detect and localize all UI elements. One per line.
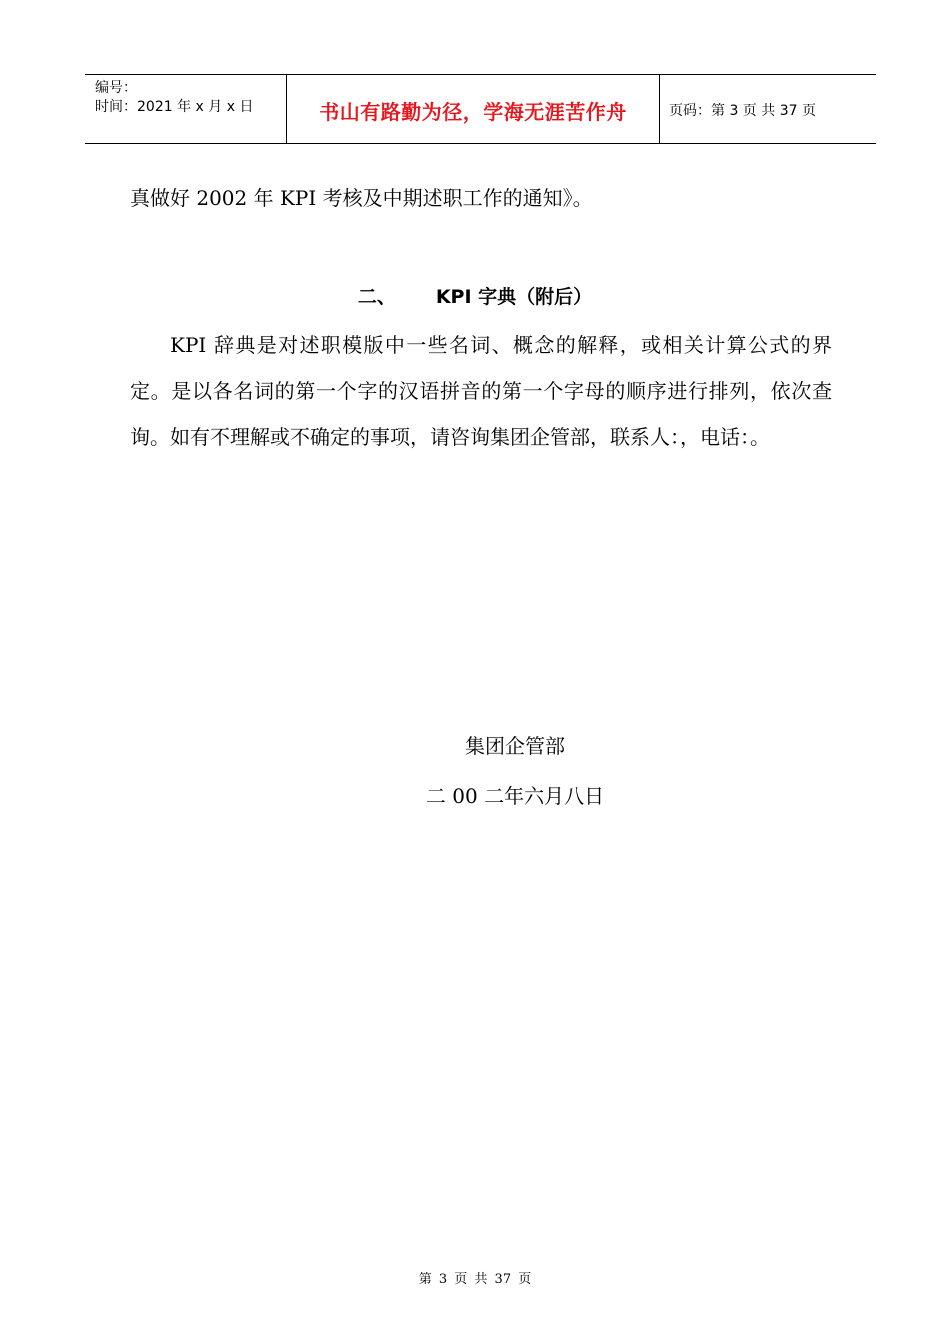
header-page-number: 页码：第 3 页 共 37 页 <box>669 103 816 119</box>
header-motto: 书山有路勤为径，学海无涯苦作舟 <box>319 99 627 124</box>
page-footer: 第 3 页 共 37 页 <box>418 1272 532 1287</box>
continuation-paragraph: 真做好 2002 年 KPI 考核及中期述职工作的通知》。 <box>130 186 593 210</box>
section-heading <box>0 275 950 319</box>
page-header <box>85 74 876 144</box>
document-time-label: 时间：2021 年 x 月 x 日 <box>95 99 254 115</box>
signature-date: 二 00 二年六月八日 <box>425 784 605 808</box>
header-motto-cell <box>287 75 660 143</box>
header-page-cell <box>660 75 876 143</box>
section-number: 二、 <box>357 286 396 308</box>
section-title: KPI 字典（附后） <box>435 286 593 308</box>
header-meta-cell <box>85 75 287 143</box>
signature-department: 集团企管部 <box>465 734 565 758</box>
document-number-label: 编号： <box>95 80 137 96</box>
intro-paragraph: KPI 辞典是对述职模版中一些名词、概念的解释，或相关计算公式的界定。是以各名词的第一个字的汉语拼音的第一个字母的顺序进行排列，依次查询。如有不理解或不确定的事项，请咨询集团企管部，联系人：，电话：。 <box>130 333 832 449</box>
